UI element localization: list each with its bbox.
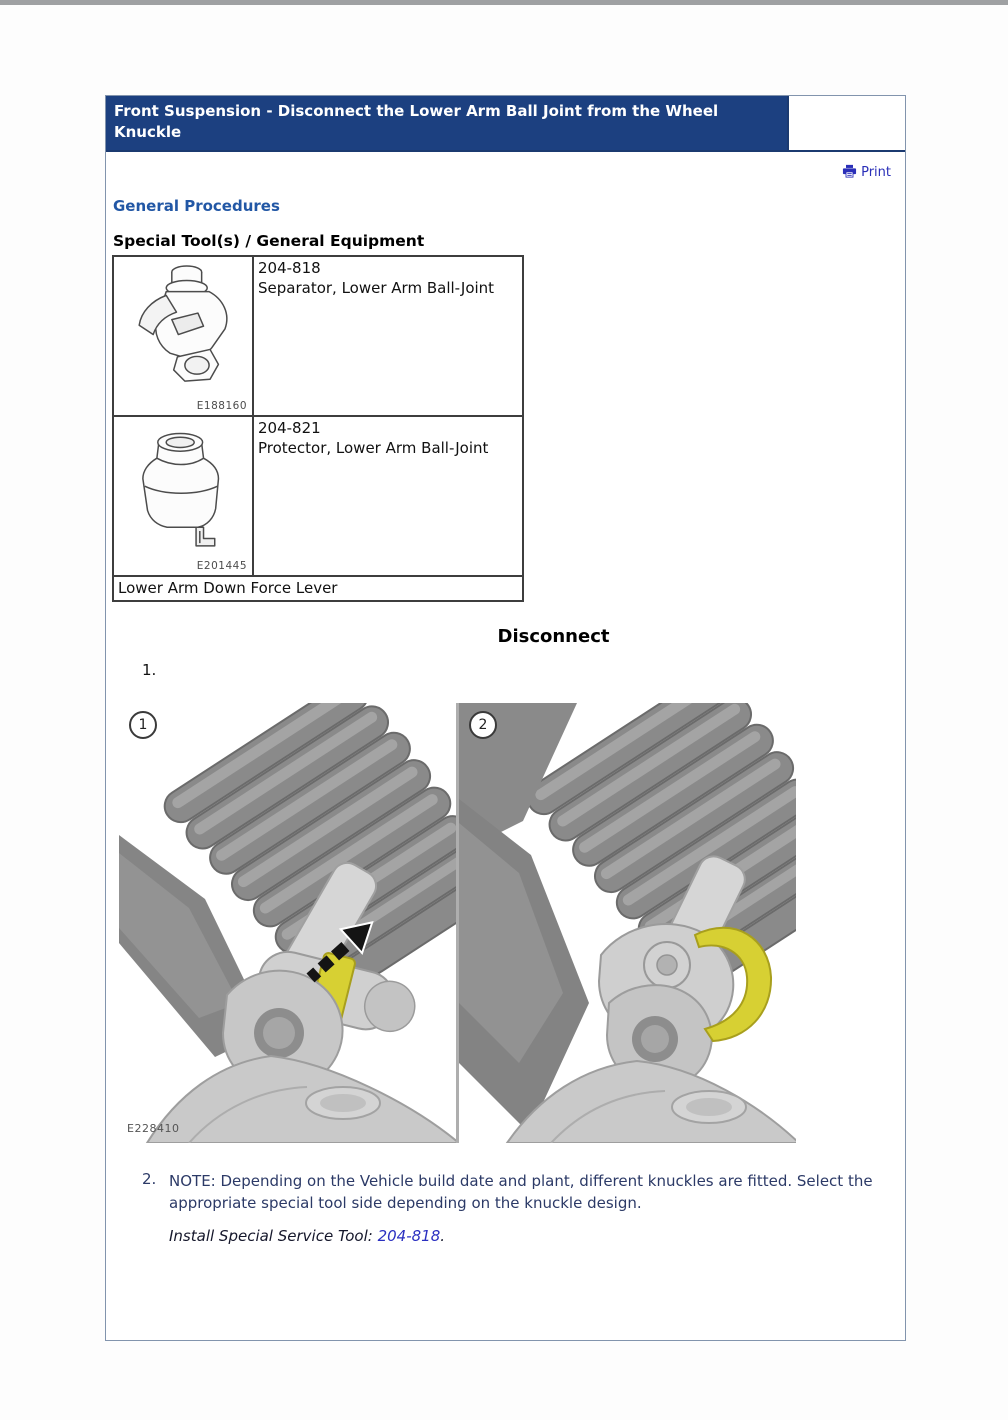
special-tools-table bbox=[112, 255, 524, 602]
general-equipment-cell: Lower Arm Down Force Lever bbox=[113, 576, 523, 601]
tool-image-label: E201445 bbox=[196, 560, 247, 572]
procedure-heading: Disconnect bbox=[497, 626, 610, 647]
instruction-suffix: . bbox=[440, 1227, 446, 1246]
instruction-text bbox=[169, 1227, 881, 1245]
section-heading: General Procedures bbox=[113, 197, 280, 215]
tool-text-cell bbox=[253, 256, 523, 416]
tool-image-cell bbox=[113, 256, 253, 416]
tools-heading: Special Tool(s) / General Equipment bbox=[113, 232, 425, 250]
print-button[interactable] bbox=[842, 165, 891, 180]
knuckle-illustration-2 bbox=[459, 703, 796, 1143]
table-row bbox=[113, 576, 523, 601]
protector-tool-icon bbox=[117, 419, 249, 559]
step-body bbox=[169, 1170, 881, 1245]
page-title: Front Suspension - Disconnect the Lower Arm Ball Joint from the Wheel Knuckle bbox=[106, 96, 787, 150]
panel-badge-1: 1 bbox=[129, 711, 157, 739]
panel-badge-2: 2 bbox=[469, 711, 497, 739]
tool-image-cell bbox=[113, 416, 253, 576]
page-header bbox=[106, 96, 905, 152]
figure-panel-2 bbox=[459, 703, 796, 1143]
tool-text-cell bbox=[253, 416, 523, 576]
tool-name: Protector, Lower Arm Ball-Joint bbox=[258, 439, 489, 458]
printer-icon bbox=[842, 165, 857, 180]
print-row bbox=[106, 152, 905, 180]
instruction-prefix: Install Special Service Tool: bbox=[169, 1227, 378, 1246]
step-1 bbox=[142, 661, 905, 679]
tool-code: 204-821 bbox=[258, 419, 321, 437]
procedure-figure bbox=[119, 703, 905, 1143]
step-number: 1. bbox=[142, 661, 157, 679]
tool-code: 204-818 bbox=[258, 259, 321, 277]
table-row bbox=[113, 416, 523, 576]
header-spacer-cell bbox=[787, 96, 905, 150]
step-number: 2. bbox=[142, 1170, 157, 1188]
figure-code: E228410 bbox=[127, 1122, 180, 1135]
note-text: NOTE: Depending on the Vehicle build date and plant, different knuckles are fitted. Select the appropriate special tool side depending on the knuckle design. bbox=[169, 1172, 873, 1213]
step-2 bbox=[142, 1170, 905, 1245]
figure-panel-1 bbox=[119, 703, 456, 1143]
knuckle-illustration-1 bbox=[119, 703, 456, 1143]
table-row bbox=[113, 256, 523, 416]
separator-tool-icon bbox=[117, 259, 249, 397]
browser-top-strip bbox=[0, 0, 1008, 5]
tool-name: Separator, Lower Arm Ball-Joint bbox=[258, 279, 495, 298]
print-label: Print bbox=[861, 165, 891, 180]
procedure-page bbox=[105, 95, 906, 1341]
tool-link-204-818[interactable]: 204-818 bbox=[377, 1227, 441, 1246]
tool-image-label: E188160 bbox=[196, 400, 247, 412]
